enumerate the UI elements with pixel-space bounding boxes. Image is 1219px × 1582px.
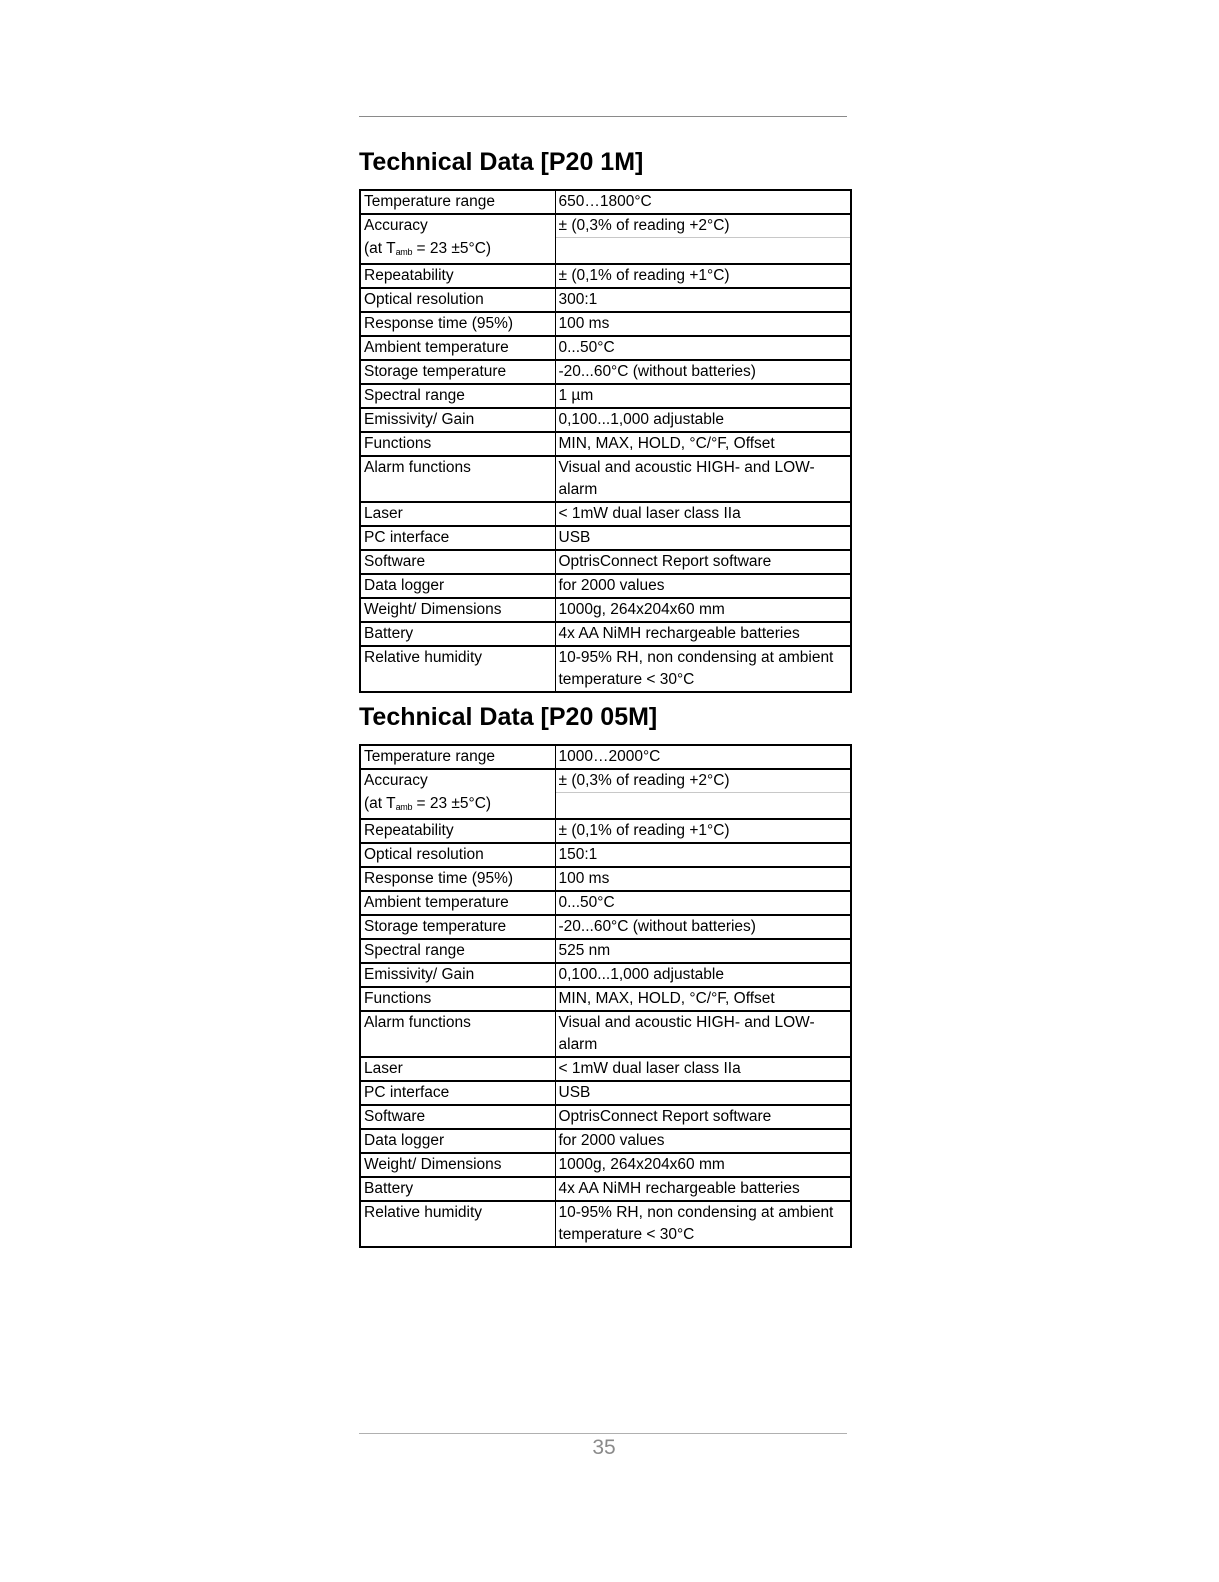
row-label: Software <box>360 1105 555 1129</box>
row-label: Optical resolution <box>360 843 555 867</box>
section-title: Technical Data [P20 1M] <box>359 148 644 176</box>
row-label: Storage temperature <box>360 915 555 939</box>
section-title: Technical Data [P20 05M] <box>359 703 658 731</box>
condition-prefix: (at T <box>364 794 396 812</box>
row-value: 0...50°C <box>555 891 851 915</box>
row-label: Alarm functions <box>360 1011 555 1057</box>
row-label: Relative humidity <box>360 646 555 692</box>
row-label: Data logger <box>360 574 555 598</box>
table-row <box>360 1153 851 1177</box>
section-p20-05m <box>359 700 850 1248</box>
table-row <box>360 819 851 843</box>
row-value: ± (0,3% of reading +2°C) <box>555 769 851 793</box>
row-value: OptrisConnect Report software <box>555 1105 851 1129</box>
row-label: Battery <box>360 622 555 646</box>
row-label: Laser <box>360 1057 555 1081</box>
row-label: Functions <box>360 432 555 456</box>
table-row <box>360 432 851 456</box>
row-label: Temperature range <box>360 190 555 214</box>
table-row <box>360 360 851 384</box>
condition-subscript: amb <box>395 801 413 812</box>
row-value: 10-95% RH, non condensing at ambient temperature < 30°C <box>555 1201 851 1247</box>
table-row <box>360 264 851 288</box>
condition-suffix: = 23 ±5°C) <box>412 239 492 257</box>
row-value: 0,100...1,000 adjustable <box>555 408 851 432</box>
table-row <box>360 1105 851 1129</box>
row-label: Data logger <box>360 1129 555 1153</box>
table-row <box>360 745 851 769</box>
row-value: Visual and acoustic HIGH- and LOW-alarm <box>555 456 851 502</box>
table-row <box>360 1177 851 1201</box>
row-label: Accuracy <box>360 214 555 238</box>
row-value: 300:1 <box>555 288 851 312</box>
row-value: 100 ms <box>555 312 851 336</box>
table-row <box>360 214 851 238</box>
table-row <box>360 526 851 550</box>
table-row <box>360 384 851 408</box>
row-label: PC interface <box>360 1081 555 1105</box>
table-row <box>360 793 851 819</box>
accuracy-condition <box>360 793 555 819</box>
row-value: -20...60°C (without batteries) <box>555 915 851 939</box>
row-value: 1000…2000°C <box>558 748 661 765</box>
table-row <box>360 1129 851 1153</box>
table-row <box>360 1057 851 1081</box>
row-label: Emissivity/ Gain <box>360 408 555 432</box>
section-p20-1m <box>359 145 850 693</box>
row-value: MIN, MAX, HOLD, °C/°F, Offset <box>555 987 851 1011</box>
row-label: Spectral range <box>360 939 555 963</box>
table-row <box>360 190 851 214</box>
row-label: Laser <box>360 502 555 526</box>
row-value: 150:1 <box>555 843 851 867</box>
condition-subscript: amb <box>395 246 413 257</box>
row-label: Spectral range <box>360 384 555 408</box>
accuracy-condition <box>360 238 555 264</box>
table-row <box>360 915 851 939</box>
table-row <box>360 312 851 336</box>
row-label: PC interface <box>360 526 555 550</box>
table-row <box>360 891 851 915</box>
row-label: Ambient temperature <box>360 891 555 915</box>
footer-rule <box>359 1433 847 1434</box>
table-row <box>360 769 851 793</box>
header-rule <box>359 116 847 117</box>
row-value: USB <box>555 526 851 550</box>
spec-table <box>359 744 852 1248</box>
table-row <box>360 963 851 987</box>
table-row <box>360 867 851 891</box>
table-row <box>360 574 851 598</box>
row-value: 1000g, 264x204x60 mm <box>555 1153 851 1177</box>
row-label: Relative humidity <box>360 1201 555 1247</box>
row-value: for 2000 values <box>555 574 851 598</box>
table-row <box>360 456 851 502</box>
table-row <box>360 987 851 1011</box>
table-row <box>360 622 851 646</box>
table-row <box>360 408 851 432</box>
row-value-empty <box>555 793 851 819</box>
condition-prefix: (at T <box>364 239 396 257</box>
table-row <box>360 288 851 312</box>
row-value: 1000g, 264x204x60 mm <box>555 598 851 622</box>
table-row <box>360 336 851 360</box>
row-label: Repeatability <box>360 819 555 843</box>
spec-table <box>359 189 852 693</box>
row-label: Weight/ Dimensions <box>360 598 555 622</box>
row-value: MIN, MAX, HOLD, °C/°F, Offset <box>555 432 851 456</box>
condition-suffix: = 23 ±5°C) <box>412 794 492 812</box>
row-value: ± (0,1% of reading +1°C) <box>555 819 851 843</box>
row-label: Ambient temperature <box>360 336 555 360</box>
row-value: -20...60°C (without batteries) <box>555 360 851 384</box>
row-value: 650…1800°C <box>558 193 652 210</box>
row-label: Temperature range <box>360 745 555 769</box>
row-value: 1 µm <box>555 384 851 408</box>
row-value: 525 nm <box>555 939 851 963</box>
row-value: 100 ms <box>555 867 851 891</box>
table-row <box>360 238 851 264</box>
row-label: Response time (95%) <box>360 867 555 891</box>
row-value: ± (0,3% of reading +2°C) <box>555 214 851 238</box>
row-label: Alarm functions <box>360 456 555 502</box>
table-row <box>360 598 851 622</box>
row-value: 4x AA NiMH rechargeable batteries <box>555 622 851 646</box>
row-label: Accuracy <box>360 769 555 793</box>
row-value: Visual and acoustic HIGH- and LOW-alarm <box>555 1011 851 1057</box>
row-label: Optical resolution <box>360 288 555 312</box>
table-row <box>360 843 851 867</box>
row-value: 4x AA NiMH rechargeable batteries <box>555 1177 851 1201</box>
row-label: Emissivity/ Gain <box>360 963 555 987</box>
row-value: 0...50°C <box>555 336 851 360</box>
row-label: Functions <box>360 987 555 1011</box>
table-row <box>360 1081 851 1105</box>
row-label: Storage temperature <box>360 360 555 384</box>
row-label: Battery <box>360 1177 555 1201</box>
page-number: 35 <box>592 1436 616 1459</box>
table-row <box>360 939 851 963</box>
table-row <box>360 646 851 692</box>
row-value: < 1mW dual laser class IIa <box>555 502 851 526</box>
row-value: for 2000 values <box>555 1129 851 1153</box>
table-row <box>360 550 851 574</box>
row-value: 0,100...1,000 adjustable <box>555 963 851 987</box>
table-row <box>360 1201 851 1247</box>
row-label: Software <box>360 550 555 574</box>
table-row <box>360 502 851 526</box>
row-value: ± (0,1% of reading +1°C) <box>555 264 851 288</box>
row-value: OptrisConnect Report software <box>555 550 851 574</box>
row-label: Weight/ Dimensions <box>360 1153 555 1177</box>
row-label: Repeatability <box>360 264 555 288</box>
row-value: 10-95% RH, non condensing at ambient temperature < 30°C <box>555 646 851 692</box>
row-value-empty <box>555 238 851 264</box>
row-value: < 1mW dual laser class IIa <box>555 1057 851 1081</box>
row-label: Response time (95%) <box>360 312 555 336</box>
row-value: USB <box>555 1081 851 1105</box>
table-row <box>360 1011 851 1057</box>
